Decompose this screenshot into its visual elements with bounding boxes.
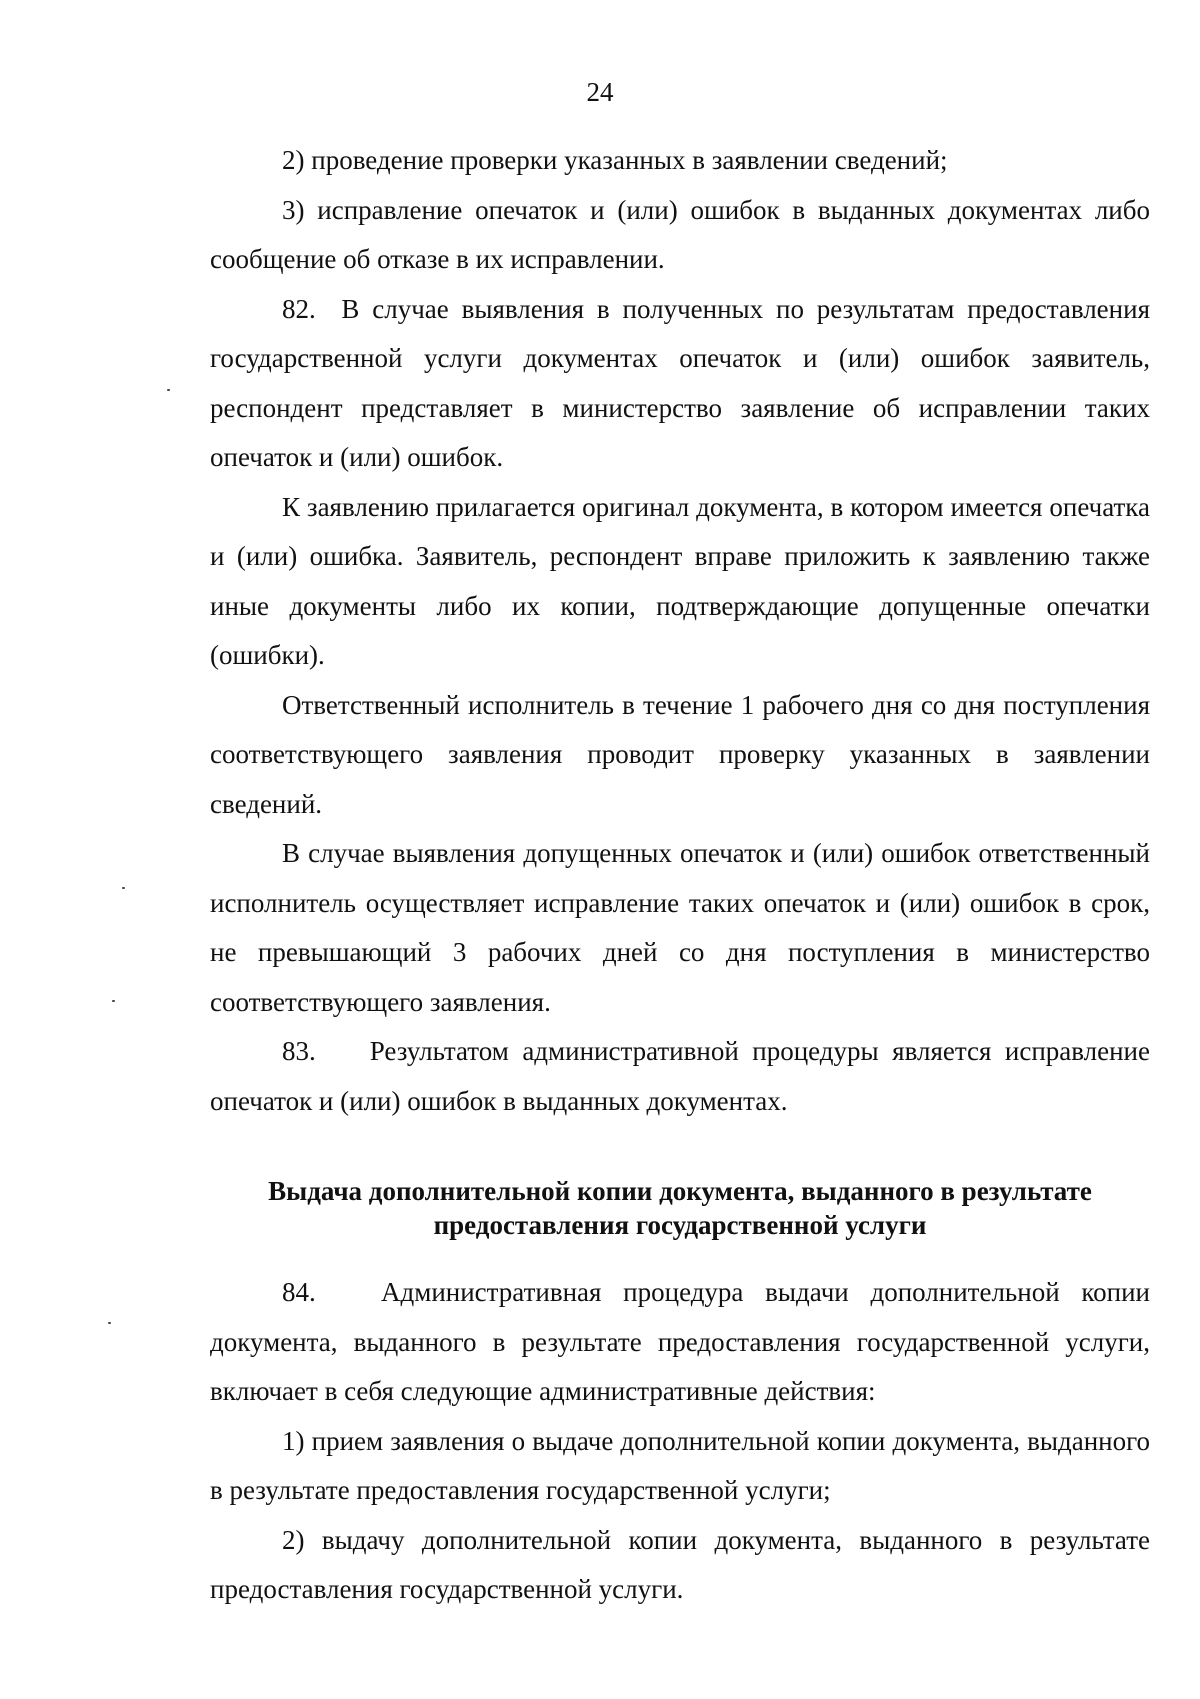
section-heading — [210, 1174, 1150, 1242]
paragraph-item-3: 3) исправление опечаток и (или) ошибок в выданных документах либо сообщение об отказе в их исправлении. — [210, 194, 1150, 274]
section-heading-line-1: Выдача дополнительной копии документа, выданного в результате — [268, 1176, 1092, 1206]
paragraph-attachment: К заявлению прилагается оригинал документа, в котором имеется опечатка и (или) ошибка. Заявитель, респондент вправе приложить к заявлению также иные документы либо их копии, подтверждающие допущенные опечатки (ошибки). — [210, 491, 1150, 670]
page-number: 24 — [586, 77, 614, 107]
paragraph-82: 82. В случае выявления в полученных по результатам предоставления государственной услуги документах опечаток и (или) ошибок заявитель, респондент представляет в министерство заявление об исправлении таких опечаток и (или) ошибок. — [210, 293, 1150, 472]
paragraph-83: 83. Результатом административной процедуры является исправление опечаток и (или) ошибок в выданных документах. — [210, 1036, 1150, 1116]
paragraph-correction: В случае выявления допущенных опечаток и (или) ошибок ответственный исполнитель осуществляет исправление таких опечаток и (или) ошибок в срок, не превышающий 3 рабочих дней со дня поступления в министерство соответствующего заявления. — [210, 838, 1150, 1017]
paragraph-item-2: 2) проведение проверки указанных в заявлении сведений; — [282, 145, 948, 175]
document-body — [210, 136, 1150, 1615]
scan-speck — [122, 887, 125, 889]
paragraph-verification: Ответственный исполнитель в течение 1 рабочего дня со дня поступления соответствующего заявления проводит проверку указанных в заявлении сведений. — [210, 689, 1150, 819]
scan-speck — [167, 389, 170, 391]
paragraph-item-1: 1) прием заявления о выдаче дополнительной копии документа, выданного в результате предоставления государственной услуги; — [210, 1425, 1150, 1505]
paragraph-84: 84. Административная процедура выдачи дополнительной копии документа, выданного в результате предоставления государственной услуги, включает в себя следующие административные действия: — [210, 1277, 1150, 1406]
scan-speck — [108, 1322, 111, 1324]
scan-speck — [112, 1000, 115, 1002]
section-heading-line-2: предоставления государственной услуги — [433, 1210, 927, 1240]
paragraph-item-2-copy: 2) выдачу дополнительной копии документа, выданного в результате предоставления государственной услуги. — [210, 1524, 1150, 1604]
